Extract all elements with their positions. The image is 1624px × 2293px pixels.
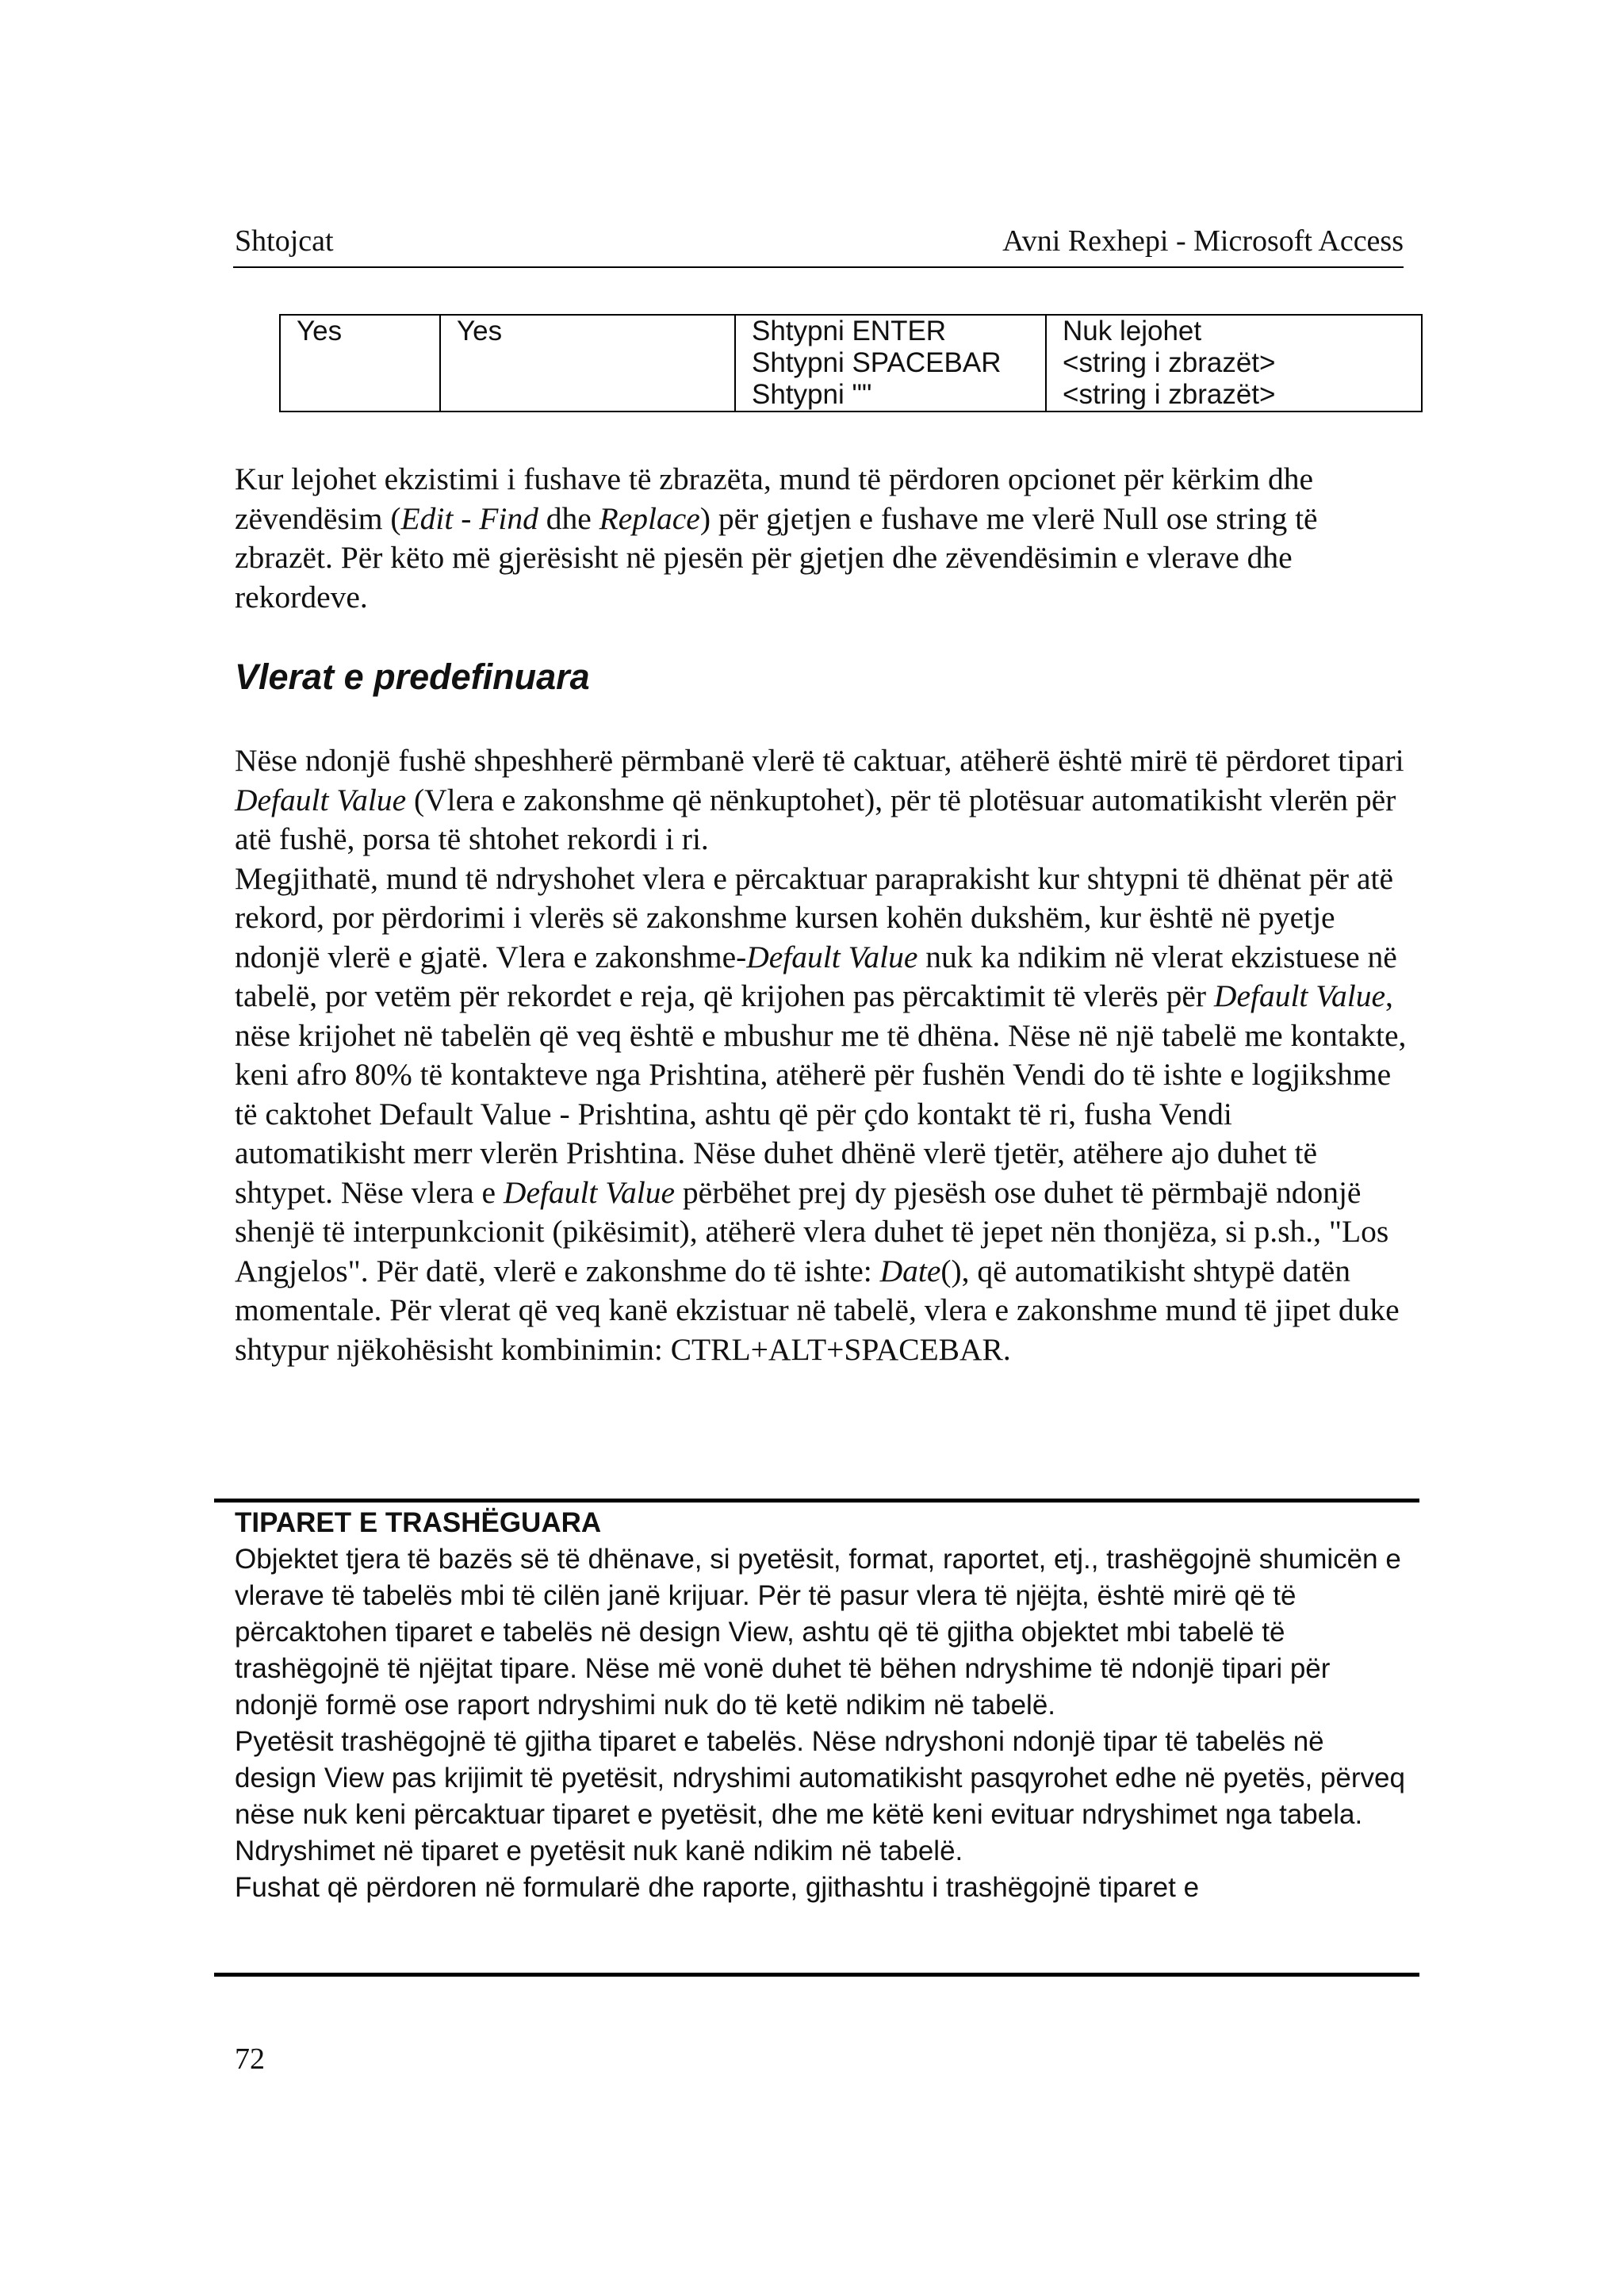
- null-values-table: [279, 314, 1423, 412]
- paragraph-empty-fields: Kur lejohet ekzistimi i fushave të zbrazëta, mund të përdoren opcionet për kërkim dhe zëvendësim (Edit - Find dhe Replace) për gjetjen e fushave me vlerë Null ose string të zbrazët. Për këto më gjerësisht në pjesën për gjetjen dhe zëvendësimin e vlerave dhe rekordeve.: [235, 461, 1318, 614]
- running-header-left: Shtojcat: [235, 224, 334, 258]
- header-rule: [233, 266, 1404, 268]
- box-paragraph: Pyetësit trashëgojnë të gjitha tiparet e tabelës. Nëse ndryshoni ndonjë tipar të tabelës në design View pas krijimit të pyetësit, ndryshimi automatikisht pasqyrohet edhe në pyetës, përveq nëse nuk keni përcaktuar tiparet e pyetësit, dhe me këtë keni evituar ndryshimet nga tabela. Ndryshimet në tiparet e pyetësit nuk kanë ndikim në tabelë.: [235, 1726, 1405, 1866]
- running-header-right: Avni Rexhepi - Microsoft Access: [1002, 224, 1404, 258]
- section-title: Vlerat e predefinuara: [235, 657, 590, 697]
- box-bottom-rule: [214, 1973, 1419, 1977]
- page-number: 72: [235, 2042, 265, 2076]
- box-top-rule: [214, 1499, 1419, 1503]
- box-paragraph: Objektet tjera të bazës së të dhënave, si pyetësit, format, raportet, etj., trashëgojnë shumicën e vlerave të tabelës mbi të cilën janë krijuar. Për të pasur vlera të njëjta, është mirë që të përcaktohen tiparet e tabelës në design View, ashtu që të gjitha objektet mbi tabelë të trashëgojnë të njëjtat tipare. Nëse më vonë duhet të bëhen ndryshime të ndonjë tipari për ndonjë formë ose raport ndryshimi nuk do të ketë ndikim në tabelë.: [235, 1544, 1401, 1721]
- table-row: [280, 315, 1422, 412]
- table-cell: Yes: [440, 315, 735, 412]
- box-paragraph: Fushat që përdoren në formularë dhe raporte, gjithashtu i trashëgojnë tiparet e: [235, 1872, 1200, 1903]
- table-cell: Nuk lejohet <string i zbrazët> <string i zbrazët>: [1046, 315, 1422, 412]
- table-cell: Shtypni ENTER Shtypni SPACEBAR Shtypni "": [735, 315, 1046, 412]
- table-cell: Yes: [280, 315, 440, 412]
- inherited-properties-box: [235, 1505, 1408, 1906]
- paragraph-default-value: Nëse ndonjë fushë shpeshherë përmbanë vlerë të caktuar, atëherë është mirë të përdoret tipari Default Value (Vlera e zakonshme që nënkuptohet), për të plotësuar automatikisht vlerën për atë fushë, porsa të shtohet rekordi i ri. Megjithatë, mund të ndryshohet vlera e përcaktuar paraprakisht kur shtypni të dhënat për atë rekord, por përdorimi i vlerës së zakonshme kursen kohën dukshëm, kur është në pyetje ndonjë vlerë e gjatë. Vlera e zakonshme-Default Value nuk ka ndikim në vlerat ekzistuese në tabelë, por vetëm për rekordet e reja, që krijohen pas përcaktimit të vlerës për Default Value, nëse krijohet në tabelën që veq është e mbushur me të dhëna. Nëse në një tabelë me kontakte, keni afro 80% të kontakteve nga Prishtina, atëherë për fushën Vendi do të ishte e logjikshme të caktohet Default Value - Prishtina, ashtu që për çdo kontakt të ri, fusha Vendi automatikisht merr vlerën Prishtina. Nëse duhet dhënë vlerë tjetër, atëhere ajo duhet të shtypet. Nëse vlera e Default Value përbëhet prej dy pjesësh ose duhet të përmbajë ndonjë shenjë të interpunkcionit (pikësimit), atëherë vlera duhet të jepet nën thonjëza, si p.sh., "Los Angjelos". Për datë, vlerë e zakonshme do të ishte: Date(), që automatikisht shtypë datën momentale. Për vlerat që veq kanë ekzistuar në tabelë, vlera e zakonshme mund të jipet duke shtypur njëkohësisht kombinimin: CTRL+ALT+SPACEBAR.: [235, 743, 1407, 1367]
- box-title: TIPARET E TRASHËGUARA: [235, 1507, 602, 1538]
